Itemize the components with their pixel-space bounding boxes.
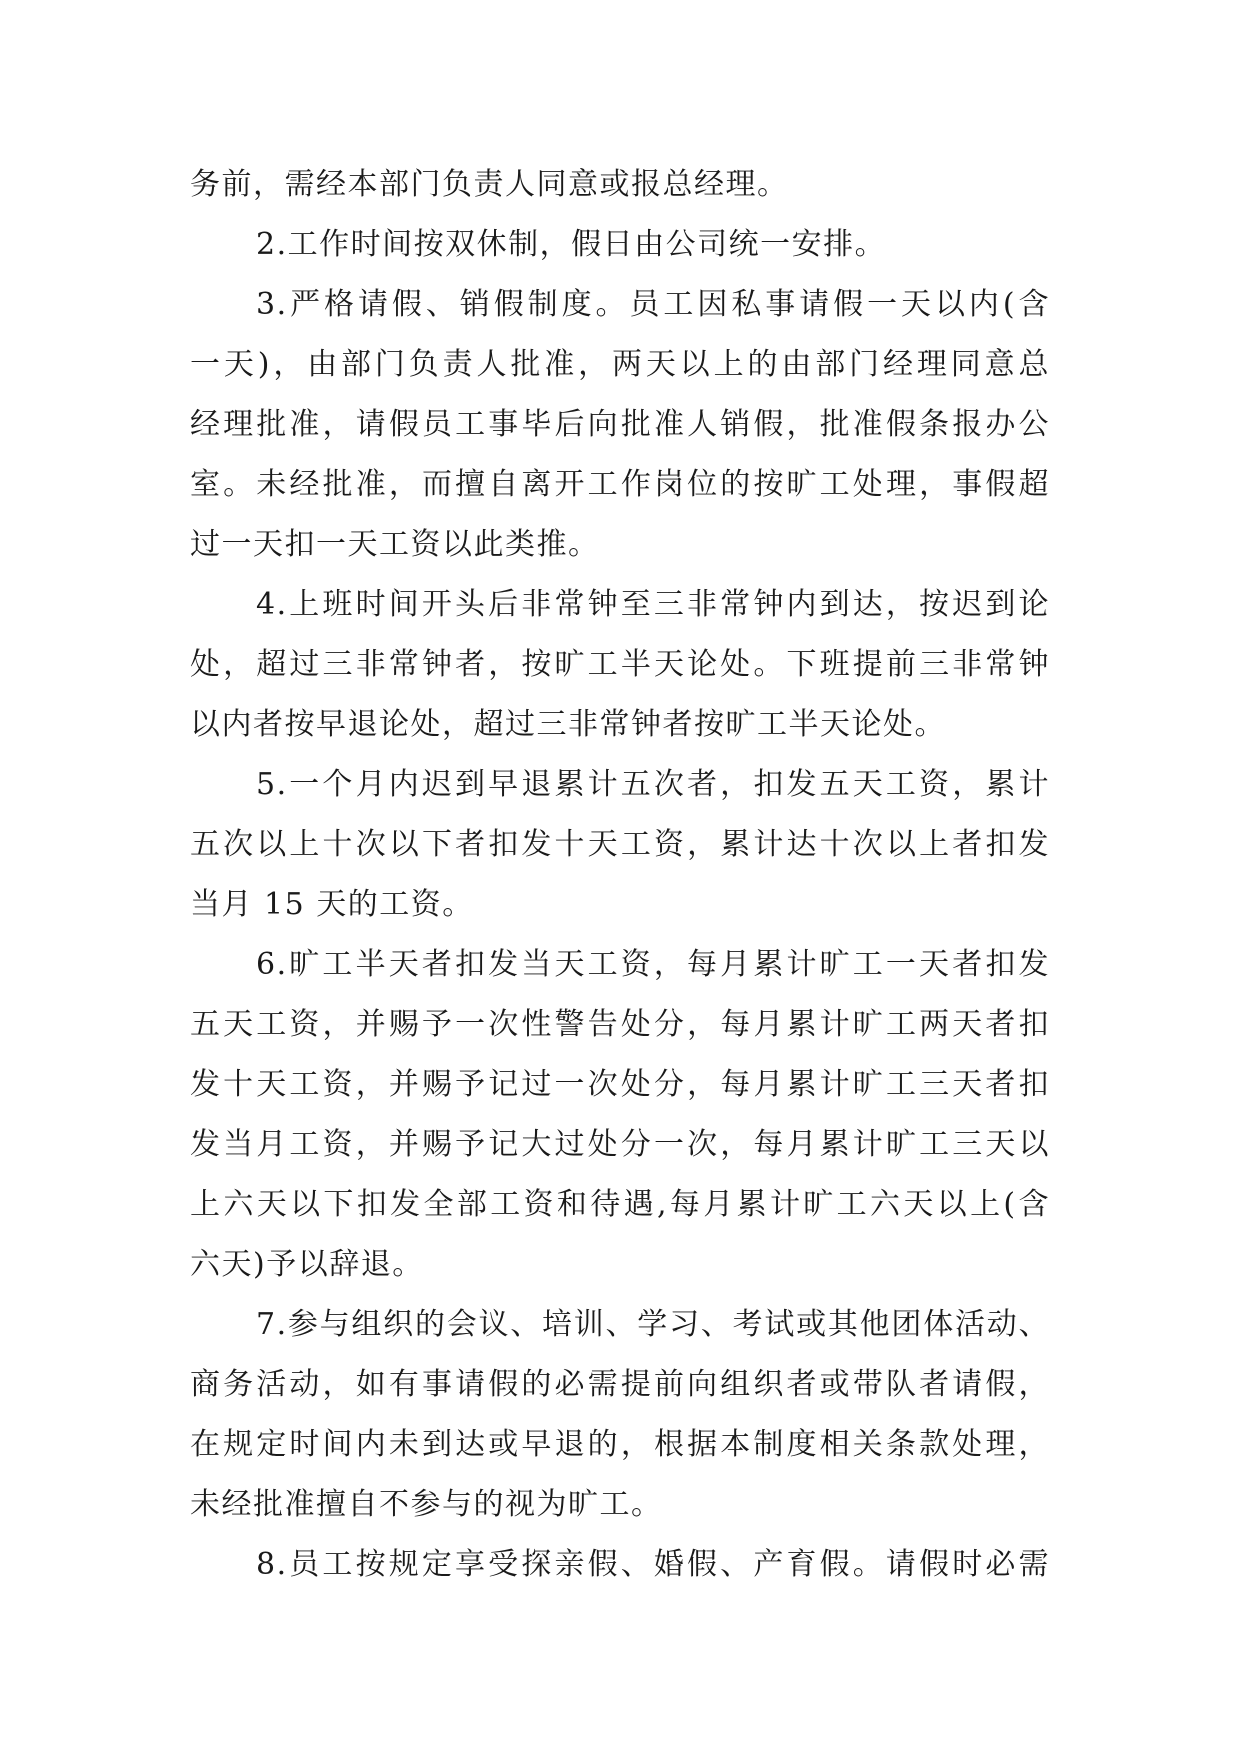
- text-line: 未经批准擅自不参与的视为旷工。: [190, 1487, 663, 1522]
- text-line: 发十天工资，并赐予记过一次处分，每月累计旷工三天者扣: [190, 1067, 1050, 1102]
- text-line: 商务活动，如有事请假的必需提前向组织者或带队者请假，: [190, 1367, 1050, 1402]
- text-line: 以内者按早退论处，超过三非常钟者按旷工半天论处。: [190, 707, 946, 742]
- text-line: 五天工资，并赐予一次性警告处分，每月累计旷工两天者扣: [190, 1007, 1050, 1042]
- text-line: 6.旷工半天者扣发当天工资，每月累计旷工一天者扣发: [256, 947, 1050, 982]
- text-line: 处，超过三非常钟者，按旷工半天论处。下班提前三非常钟: [190, 647, 1050, 682]
- text-line: 4.上班时间开头后非常钟至三非常钟内到达，按迟到论: [256, 587, 1050, 622]
- text-line: 3.严格请假、销假制度。员工因私事请假一天以内(含: [256, 287, 1050, 322]
- text-line: 发当月工资，并赐予记大过处分一次，每月累计旷工三天以: [190, 1127, 1050, 1162]
- text-line: 务前，需经本部门负责人同意或报总经理。: [190, 167, 789, 202]
- text-line: 8.员工按规定享受探亲假、婚假、产育假。请假时必需: [256, 1547, 1050, 1582]
- text-line: 2.工作时间按双休制，假日由公司统一安排。: [256, 227, 887, 262]
- text-line: 5.一个月内迟到早退累计五次者，扣发五天工资，累计: [256, 767, 1050, 802]
- text-line: 当月 15 天的工资。: [190, 887, 474, 922]
- document-body: [190, 155, 1050, 1595]
- text-line: 经理批准，请假员工事毕后向批准人销假，批准假条报办公: [190, 407, 1050, 442]
- text-line: 上六天以下扣发全部工资和待遇,每月累计旷工六天以上(含: [190, 1187, 1050, 1222]
- text-line: 六天)予以辞退。: [190, 1247, 424, 1282]
- text-line: 7.参与组织的会议、培训、学习、考试或其他团体活动、: [256, 1307, 1050, 1342]
- text-line: 一天)，由部门负责人批准，两天以上的由部门经理同意总: [190, 347, 1050, 382]
- text-line: 过一天扣一天工资以此类推。: [190, 527, 600, 562]
- text-line: 在规定时间内未到达或早退的，根据本制度相关条款处理，: [190, 1427, 1050, 1462]
- text-line: 五次以上十次以下者扣发十天工资，累计达十次以上者扣发: [190, 827, 1050, 862]
- text-line: 室。未经批准，而擅自离开工作岗位的按旷工处理，事假超: [190, 467, 1050, 502]
